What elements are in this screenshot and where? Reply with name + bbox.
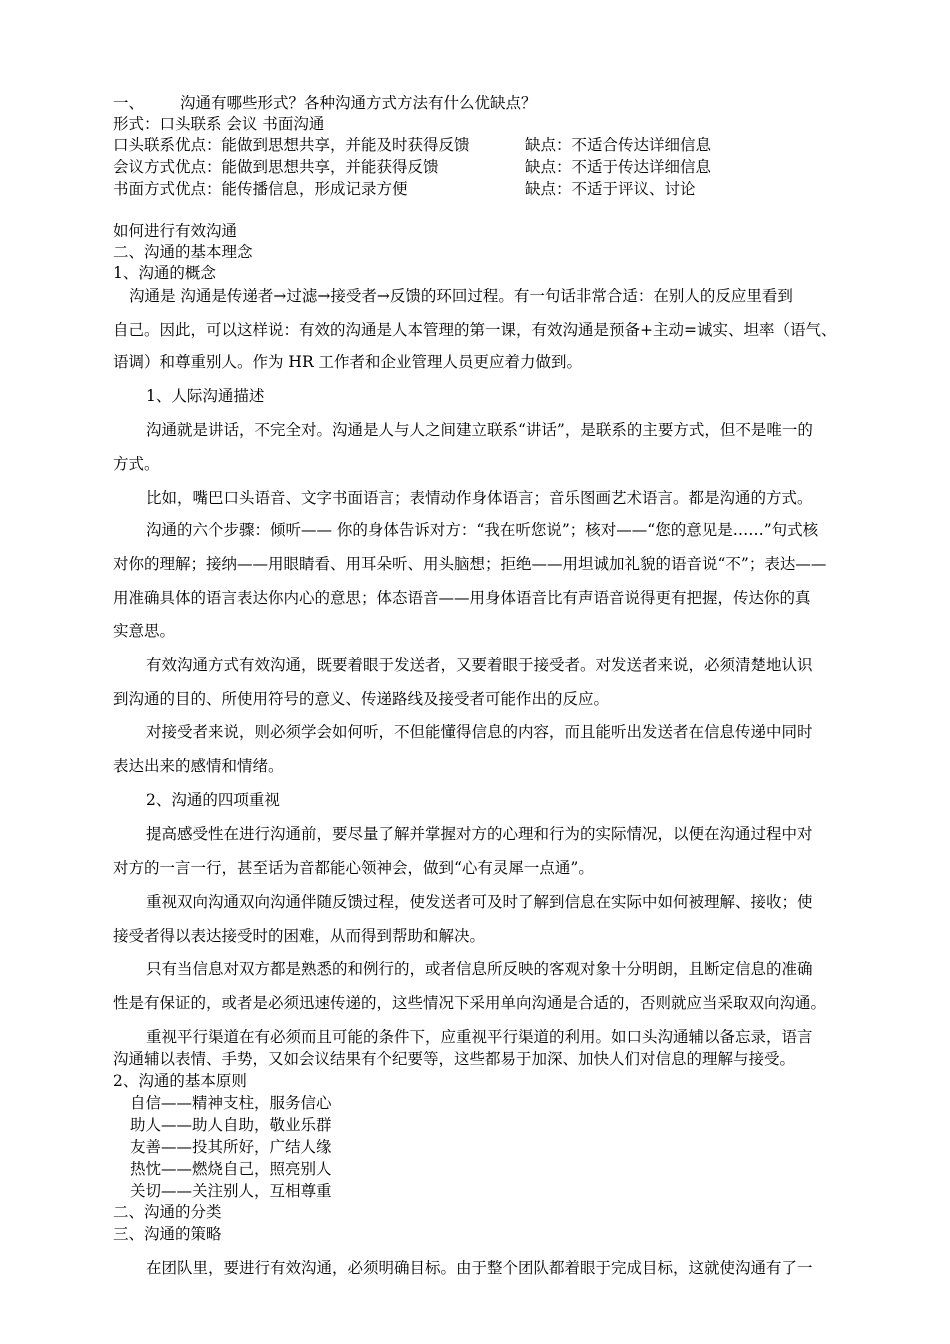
heading-principles: 2、沟通的基本原则 xyxy=(113,1072,247,1090)
paragraph-line: 实意思。 xyxy=(113,622,176,640)
principle-item: 关切——关注别人，互相尊重 xyxy=(130,1182,332,1200)
paragraph-line: 重视平行渠道在有必须而且可能的条件下，应重视平行渠道的利用。如口头沟通辅以备忘录，语言 xyxy=(146,1028,813,1046)
paragraph-line: 有效沟通方式有效沟通，既要着眼于发送者，又要着眼于接受者。对发送者来说，必须清楚地认识 xyxy=(146,656,813,674)
subheading-four-priorities: 2、沟通的四项重视 xyxy=(146,791,280,809)
q1-heading: 沟通有哪些形式？各种沟通方式方法有什么优缺点？ xyxy=(180,94,537,112)
principle-item: 自信——精神支柱，服务信心 xyxy=(130,1094,332,1112)
section-title: 如何进行有效沟通 xyxy=(113,222,238,240)
principle-item: 热忱——燃烧自己，照亮别人 xyxy=(130,1160,332,1178)
paragraph-line: 沟通就是讲话，不完全对。沟通是人与人之间建立联系“讲话”，是联系的主要方式，但不是唯一的 xyxy=(146,421,813,439)
paragraph-line: 性是有保证的，或者是必须迅速传递的，这些情况下采用单向沟通是合适的，否则就应当采取双向沟通。 xyxy=(113,994,827,1012)
heading-strategy: 三、沟通的策略 xyxy=(113,1225,222,1243)
paragraph-line: 对方的一言一行，甚至话为音都能心领神会，做到“心有灵犀一点通”。 xyxy=(113,859,594,877)
principle-item: 助人——助人自助，敬业乐群 xyxy=(130,1116,332,1134)
pro-oral: 口头联系优点：能做到思想共享，并能及时获得反馈 xyxy=(113,136,470,154)
paragraph-line: 沟通辅以表情、手势，又如会议结果有个纪要等，这些都易于加深、加快人们对信息的理解与接受。 xyxy=(113,1050,796,1068)
paragraph-line: 用准确具体的语言表达你内心的意思；体态语音——用身体语音比有声语音说得更有把握，传达你的真 xyxy=(113,589,811,607)
con-oral: 缺点：不适合传达详细信息 xyxy=(525,136,712,154)
heading-classification: 二、沟通的分类 xyxy=(113,1203,222,1221)
concept-line: 语调）和尊重别人。作为 HR 工作者和企业管理人员更应着力做到。 xyxy=(113,353,583,371)
paragraph-line: 沟通的六个步骤：倾听—— 你的身体告诉对方：“我在听您说”；核对——“您的意见是……”句式核 xyxy=(146,521,819,539)
paragraph-line: 重视双向沟通双向沟通伴随反馈过程，使发送者可及时了解到信息在实际中如何被理解、接收；使 xyxy=(146,893,813,911)
paragraph-line: 表达出来的感情和情绪。 xyxy=(113,757,284,775)
paragraph-line: 比如，嘴巴口头语音、文字书面语言；表情动作身体语言；音乐图画艺术语言。都是沟通的方式。 xyxy=(146,489,813,507)
concept-line: 沟通是 沟通是传递者→过滤→接受者→反馈的环回过程。有一句话非常合适：在别人的反应里看到 xyxy=(129,287,793,305)
paragraph-line: 在团队里，要进行有效沟通，必须明确目标。由于整个团队都着眼于完成目标，这就使沟通有了一 xyxy=(146,1259,813,1277)
paragraph-line: 提高感受性在进行沟通前，要尽量了解并掌握对方的心理和行为的实际情况，以便在沟通过程中对 xyxy=(146,825,813,843)
paragraph-line: 到沟通的目的、所使用符号的意义、传递路线及接受者可能作出的反应。 xyxy=(113,690,610,708)
heading-concept: 1、沟通的概念 xyxy=(113,264,216,282)
pro-written: 书面方式优点：能传播信息，形成记录方便 xyxy=(113,180,408,198)
subheading-interpersonal: 1、人际沟通描述 xyxy=(146,387,265,405)
concept-line: 自己。因此，可以这样说：有效的沟通是人本管理的第一课，有效沟通是预备+主动=诚实、坦率（语气、 xyxy=(113,321,837,339)
paragraph-line: 对接受者来说，则必须学会如何听，不但能懂得信息的内容，而且能听出发送者在信息传递中同时 xyxy=(146,723,813,741)
con-meeting: 缺点：不适于传达详细信息 xyxy=(525,158,712,176)
heading-basic-concept: 二、沟通的基本理念 xyxy=(113,243,253,261)
paragraph-line: 对你的理解；接纳——用眼睛看、用耳朵听、用头脑想；拒绝——用坦诚加礼貌的语音说“不”；表达—— xyxy=(113,555,827,573)
principle-item: 友善——投其所好，广结人缘 xyxy=(130,1138,332,1156)
paragraph-line: 方式。 xyxy=(113,455,160,473)
paragraph-line: 接受者得以表达接受时的困难，从而得到帮助和解决。 xyxy=(113,927,486,945)
con-written: 缺点：不适于评议、讨论 xyxy=(525,180,696,198)
pro-meeting: 会议方式优点：能做到思想共享，并能获得反馈 xyxy=(113,158,439,176)
q1-number: 一、 xyxy=(113,94,145,112)
paragraph-line: 只有当信息对双方都是熟悉的和例行的，或者信息所反映的客观对象十分明朗，且断定信息的准确 xyxy=(146,960,813,978)
q1-forms: 形式：口头联系 会议 书面沟通 xyxy=(113,115,325,133)
